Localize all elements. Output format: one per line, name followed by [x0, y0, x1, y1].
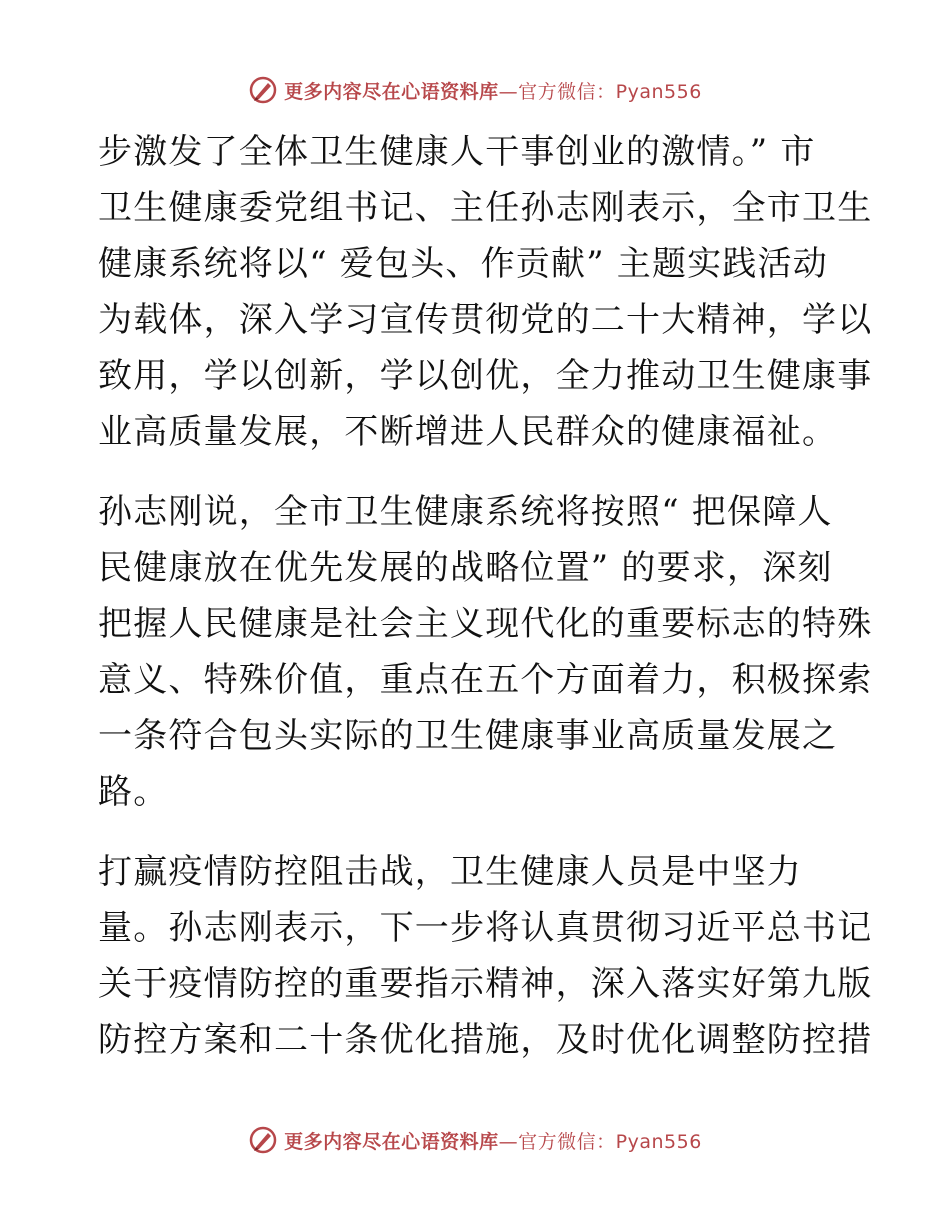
footer-banner-plain: —官方微信：Pyan556: [498, 1130, 702, 1153]
text-line: 步激发了全体卫生健康人干事创业的激情。” 市: [98, 132, 816, 172]
text-line: 关于疫情防控的重要指示精神，深入落实好第九版: [98, 964, 873, 1004]
paragraph-3: [98, 844, 873, 1068]
header-banner-bold: 更多内容尽在心语资料库: [284, 80, 499, 103]
text-line: 把握人民健康是社会主义现代化的重要标志的特殊: [98, 604, 873, 644]
text-line: 量。孙志刚表示，下一步将认真贯彻习近平总书记: [98, 908, 873, 948]
text-line: 路。: [98, 772, 169, 812]
text-line: 打赢疫情防控阻击战，卫生健康人员是中坚力: [98, 852, 802, 892]
text-line: 为载体，深入学习宣传贯彻党的二十大精神，学以: [98, 300, 873, 340]
paragraph-2: [98, 484, 873, 820]
text-line: 一条符合包头实际的卫生健康事业高质量发展之: [98, 716, 838, 756]
header-banner-text: [284, 77, 702, 104]
text-line: 民健康放在优先发展的战略位置” 的要求，深刻: [98, 548, 833, 588]
text-line: 卫生健康委党组书记、主任孙志刚表示，全市卫生: [98, 188, 873, 228]
text-line: 防控方案和二十条优化措施，及时优化调整防控措: [98, 1020, 873, 1060]
header-banner: [0, 70, 950, 110]
text-line: 孙志刚说，全市卫生健康系统将按照“ 把保障人: [98, 492, 833, 532]
text-line: 健康系统将以“ 爱包头、作贡献” 主题实践活动: [98, 244, 828, 284]
text-line: 致用，学以创新，学以创优，全力推动卫生健康事: [98, 356, 873, 396]
footer-banner-text: [284, 1127, 702, 1154]
footer-banner-bold: 更多内容尽在心语资料库: [284, 1130, 499, 1153]
text-line: 业高质量发展，不断增进人民群众的健康福祉。: [98, 412, 838, 452]
pen-logo-icon: [248, 1125, 278, 1155]
footer-banner: [0, 1120, 950, 1160]
header-banner-plain: —官方微信：Pyan556: [498, 80, 702, 103]
paragraph-1: [98, 124, 873, 460]
pen-logo-icon: [248, 75, 278, 105]
document-body: [98, 124, 873, 1092]
text-line: 意义、特殊价值，重点在五个方面着力，积极探索: [98, 660, 873, 700]
